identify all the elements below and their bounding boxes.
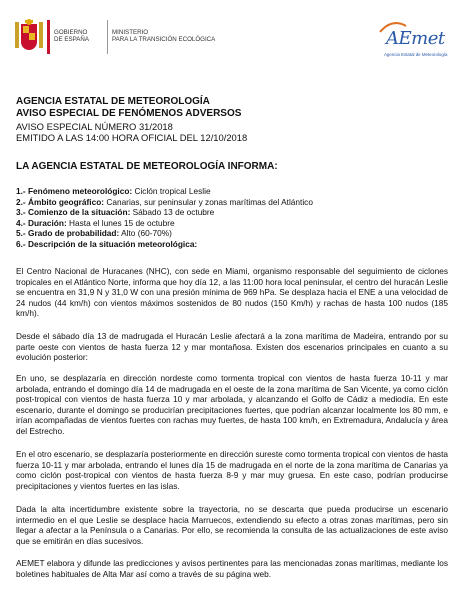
- paragraph-uncertainty: Dada la alta incertidumbre existente sobre la trayectoria, no se descarta que pueda producirse un escenario intermedio en el que Leslie se desplace hacia Marruecos, extendiendo su efecto a otras zonas marítimas, pero sin llegar a afectar a la Península o a Canarias. Por ello, se recomienda la consulta de las actualizaciones de este aviso que se emitirán en días sucesivos.: [16, 504, 448, 546]
- issue-time: EMITIDO A LAS 14:00 HORA OFICIAL DEL 12/10/2018: [16, 132, 248, 143]
- warning-items: [16, 186, 313, 250]
- letterhead: [14, 18, 454, 68]
- paragraph-scenario-one: En uno, se desplazaría en dirección nordeste como tormenta tropical con vientos de hasta fuerza 10-11 y mar arbolada, entrando el domingo día 14 de madrugada en el oeste de la zona marítima de San Vicente, ya como ciclón post-tropical con vientos de hasta fuerza 10 y mar arbolada, y alcanzando el Golfo de Cádiz a mediodía. En este escenario, durante el domingo se producirían precipitaciones fuertes, que podrían alcanzar localmente los 80 mm, e irían acompañadas de vientos fuertes con rachas muy fuertes, de hasta 100 km/h, en Extremadura, Andalucía y área del Estrecho.: [16, 373, 448, 436]
- aemet-logo: AEmet Agencia Estatal de Meteorología: [378, 20, 446, 64]
- informa-heading: LA AGENCIA ESTATAL DE METEOROLOGÍA INFORMA:: [16, 161, 278, 172]
- gov-flag-bar: [47, 20, 50, 54]
- spain-coat-of-arms-icon: [14, 18, 44, 56]
- title-agency: AGENCIA ESTATAL DE METEOROLOGÍA: [16, 96, 210, 107]
- title-warning: AVISO ESPECIAL DE FENÓMENOS ADVERSOS: [16, 108, 242, 119]
- paragraph-nhc: El Centro Nacional de Huracanes (NHC), con sede en Miami, organismo responsable del seguimiento de ciclones tropicales en el Atlántico Norte, informa que hoy día 12, a las 11:00 hora local peninsular, el centro del huracán Leslie se encuentra en 31,9 N y 31,0 W con una presión mínima de 969 hPa. Se desplaza hacia el ENE a una velocidad de 24 nudos (44 km/h) con vientos máximos sostenidos de 80 nudos (150 Km/h) y rachas de hasta 100 nudos (185 km/h).: [16, 266, 448, 319]
- list-item: 2.- Ámbito geográfico: Canarias, sur peninsular y zonas marítimas del Atlántico: [16, 196, 313, 207]
- list-item: 3.- Comienzo de la situación: Sábado 13 de octubre: [16, 207, 215, 218]
- list-item: 6.- Descripción de la situación meteorológica:: [16, 238, 198, 249]
- paragraph-scenario-two: En el otro escenario, se desplazaría posteriormente en dirección sureste como tormenta tropical con vientos de hasta fuerza 10-11 y mar arbolada, entrando el lunes día 15 de madrugada en el norte de la zona marítima de Canarias ya como ciclón post-tropical con vientos de hasta fuerza 8-9 y mar muy gruesa. En este caso, podrían producirse precipitaciones y vientos fuertes en las islas.: [16, 449, 448, 491]
- header-divider: [107, 20, 108, 54]
- warning-number: AVISO ESPECIAL NÚMERO 31/2018: [16, 121, 173, 132]
- paragraph-aemet: AEMET elabora y difunde las predicciones y avisos pertinentes para las mencionadas zonas marítimas, mediante los boletines habituales de Alta Mar así como a través de su página web.: [16, 558, 448, 579]
- paragraph-madeira: Desde el sábado día 13 de madrugada el Huracán Leslie afectará a la zona marítima de Madeira, entrando por su parte oeste con vientos de hasta fuerza 12 y mar montañosa. Existen dos escenarios principales en cuanto a su evolución posterior:: [16, 331, 448, 363]
- ministry-label: MINISTERIO PARA LA TRANSICIÓN ECOLÓGICA: [112, 29, 216, 43]
- list-item: 4.- Duración: Hasta el lunes 15 de octubre: [16, 217, 175, 228]
- government-label: GOBIERNO DE ESPAÑA: [54, 29, 89, 43]
- list-item: 5.- Grado de probabilidad: Alto (60-70%): [16, 228, 172, 239]
- list-item: 1.- Fenómeno meteorológico: Ciclón tropical Leslie: [16, 186, 211, 196]
